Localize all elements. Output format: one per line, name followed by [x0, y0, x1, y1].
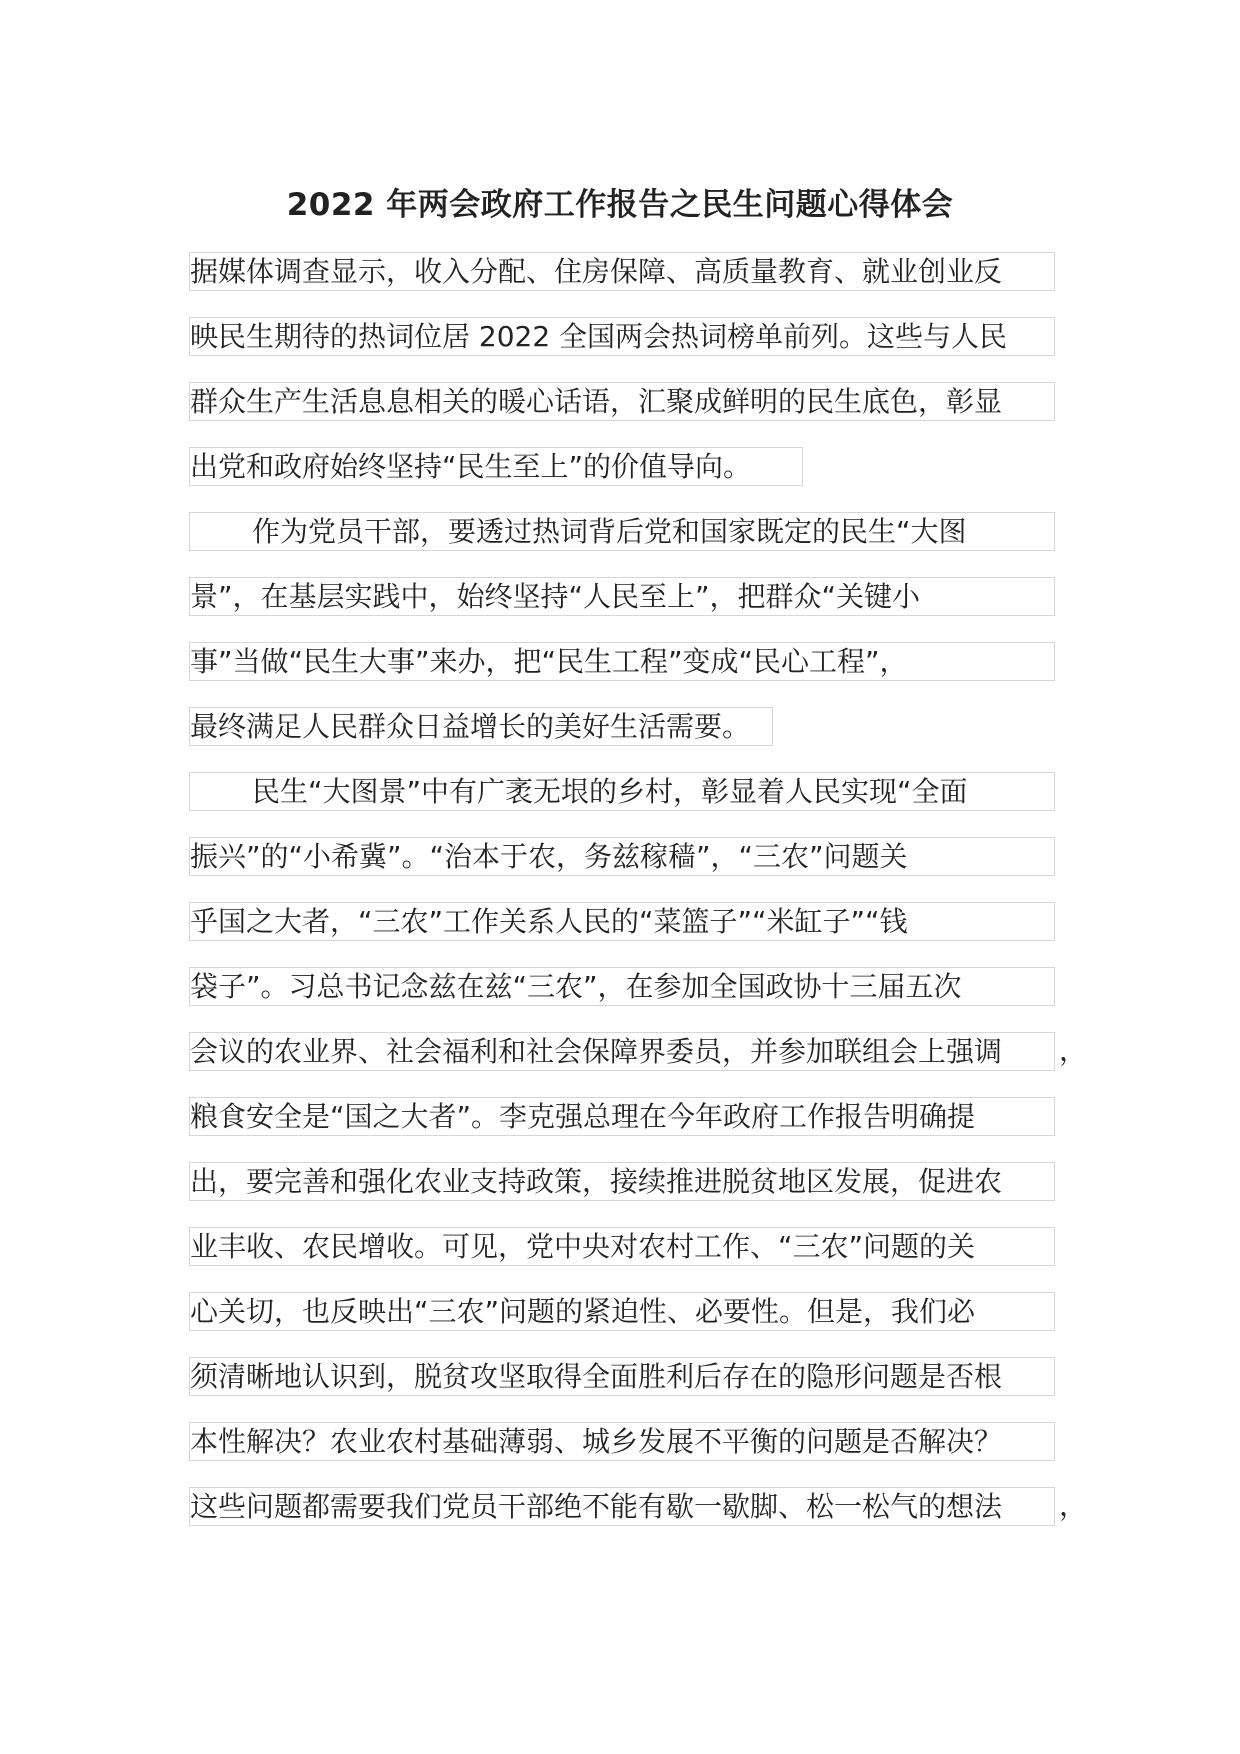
text-line: 振兴”的“小希冀”。“治本于农，务兹稼穑”，“三农”问题关 [189, 837, 1055, 876]
text-line: 群众生产生活息息相关的暖心话语，汇聚成鲜明的民生底色，彰显 [189, 382, 1055, 421]
text-line: 这些问题都需要我们党员干部绝不能有歇一歇脚、松一松气的想法 [189, 1487, 1055, 1526]
document-title: 2022 年两会政府工作报告之民生问题心得体会 [286, 187, 954, 223]
text-line: 最终满足人民群众日益增长的美好生活需要。 [189, 707, 773, 746]
text-line: 出党和政府始终坚持“民生至上”的价值导向。 [189, 447, 803, 486]
text-line: 乎国之大者，“三农”工作关系人民的“菜篮子”“米缸子”“钱 [189, 902, 1055, 941]
text-line: 映民生期待的热词位居 2022 全国两会热词榜单前列。这些与人民 [189, 317, 1055, 356]
overflow-punctuation: ， [1059, 1489, 1088, 1522]
text-line: 民生“大图景”中有广袤无垠的乡村，彰显着人民实现“全面 [189, 772, 1055, 811]
text-line: 据媒体调查显示，收入分配、住房保障、高质量教育、就业创业反 [189, 252, 1055, 291]
text-line: 事”当做“民生大事”来办，把“民生工程”变成“民心工程”， [189, 642, 1055, 681]
text-line: 须清晰地认识到，脱贫攻坚取得全面胜利后存在的隐形问题是否根 [189, 1357, 1055, 1396]
text-line: 景”，在基层实践中，始终坚持“人民至上”，把群众“关键小 [189, 577, 1055, 616]
text-line: 本性解决？农业农村基础薄弱、城乡发展不平衡的问题是否解决？ [189, 1422, 1055, 1461]
text-line: 袋子”。习总书记念兹在兹“三农”，在参加全国政协十三届五次 [189, 967, 1055, 1006]
overflow-punctuation: ， [1059, 1034, 1088, 1067]
text-line: 业丰收、农民增收。可见，党中央对农村工作、“三农”问题的关 [189, 1227, 1055, 1266]
text-line: 出，要完善和强化农业支持政策，接续推进脱贫地区发展，促进农 [189, 1162, 1055, 1201]
text-line: 粮食安全是“国之大者”。李克强总理在今年政府工作报告明确提 [189, 1097, 1055, 1136]
text-line: 心关切，也反映出“三农”问题的紧迫性、必要性。但是，我们必 [189, 1292, 1055, 1331]
text-line: 作为党员干部，要透过热词背后党和国家既定的民生“大图 [189, 512, 1055, 551]
text-line: 会议的农业界、社会福利和社会保障界委员，并参加联组会上强调 [189, 1032, 1055, 1071]
